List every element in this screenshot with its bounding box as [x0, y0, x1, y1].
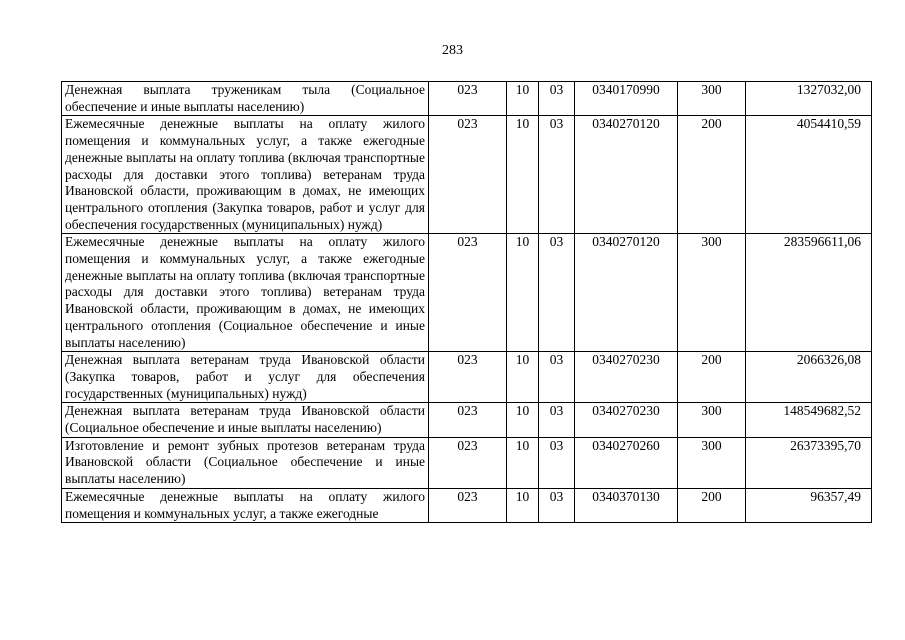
table-row [62, 82, 872, 116]
row-subsection-code: 03 [539, 234, 575, 352]
row-admin-code: 023 [429, 352, 507, 403]
row-subsection-code: 03 [539, 437, 575, 488]
row-target-code: 0340270120 [575, 116, 678, 234]
row-target-code: 0340270260 [575, 437, 678, 488]
row-section-code: 10 [507, 234, 539, 352]
row-description: Денежная выплата ветеранам труда Ивановской области (Закупка товаров, работ и услуг для обеспечения государственных (муниципальных) нужд) [62, 352, 429, 403]
table-row [62, 116, 872, 234]
row-description: Ежемесячные денежные выплаты на оплату жилого помещения и коммунальных услуг, а также ежегодные [62, 488, 429, 522]
table-row [62, 437, 872, 488]
row-expense-type: 300 [678, 234, 746, 352]
row-description: Изготовление и ремонт зубных протезов ветеранам труда Ивановской области (Социальное обеспечение и иные выплаты населению) [62, 437, 429, 488]
page-number: 283 [442, 43, 463, 58]
row-subsection-code: 03 [539, 488, 575, 522]
row-section-code: 10 [507, 116, 539, 234]
row-section-code: 10 [507, 437, 539, 488]
row-target-code: 0340170990 [575, 82, 678, 116]
row-expense-type: 200 [678, 488, 746, 522]
row-admin-code: 023 [429, 488, 507, 522]
row-expense-type: 200 [678, 352, 746, 403]
budget-table-body [62, 82, 872, 523]
row-expense-type: 200 [678, 116, 746, 234]
row-subsection-code: 03 [539, 82, 575, 116]
row-target-code: 0340370130 [575, 488, 678, 522]
row-subsection-code: 03 [539, 403, 575, 437]
row-description: Ежемесячные денежные выплаты на оплату жилого помещения и коммунальных услуг, а также ежегодные денежные выплаты на оплату топлива (включая транспортные расходы для доставки этого топлива) ветеранам труда Ивановской области, проживающим в домах, не имеющих центрального отопления (Социальное обеспечение и иные выплаты населению) [62, 234, 429, 352]
row-target-code: 0340270230 [575, 403, 678, 437]
budget-table [61, 81, 872, 523]
row-admin-code: 023 [429, 403, 507, 437]
table-row [62, 488, 872, 522]
table-row [62, 234, 872, 352]
table-row [62, 403, 872, 437]
row-section-code: 10 [507, 82, 539, 116]
row-target-code: 0340270120 [575, 234, 678, 352]
row-expense-type: 300 [678, 82, 746, 116]
row-subsection-code: 03 [539, 352, 575, 403]
row-admin-code: 023 [429, 82, 507, 116]
row-expense-type: 300 [678, 403, 746, 437]
row-expense-type: 300 [678, 437, 746, 488]
row-description: Ежемесячные денежные выплаты на оплату жилого помещения и коммунальных услуг, а также ежегодные денежные выплаты на оплату топлива (включая транспортные расходы для доставки этого топлива) ветеранам труда Ивановской области, проживающим в домах, не имеющих центрального отопления (Закупка товаров, работ и услуг для обеспечения государственных (муниципальных) нужд) [62, 116, 429, 234]
row-amount: 96357,49 [746, 488, 872, 522]
row-description: Денежная выплата труженикам тыла (Социальное обеспечение и иные выплаты населению) [62, 82, 429, 116]
row-admin-code: 023 [429, 437, 507, 488]
row-amount: 4054410,59 [746, 116, 872, 234]
row-subsection-code: 03 [539, 116, 575, 234]
row-amount: 283596611,06 [746, 234, 872, 352]
row-amount: 26373395,70 [746, 437, 872, 488]
row-description: Денежная выплата ветеранам труда Ивановской области (Социальное обеспечение и иные выплаты населению) [62, 403, 429, 437]
row-target-code: 0340270230 [575, 352, 678, 403]
row-amount: 2066326,08 [746, 352, 872, 403]
row-amount: 148549682,52 [746, 403, 872, 437]
row-admin-code: 023 [429, 116, 507, 234]
row-section-code: 10 [507, 352, 539, 403]
table-row [62, 352, 872, 403]
row-admin-code: 023 [429, 234, 507, 352]
row-section-code: 10 [507, 403, 539, 437]
row-section-code: 10 [507, 488, 539, 522]
row-amount: 1327032,00 [746, 82, 872, 116]
